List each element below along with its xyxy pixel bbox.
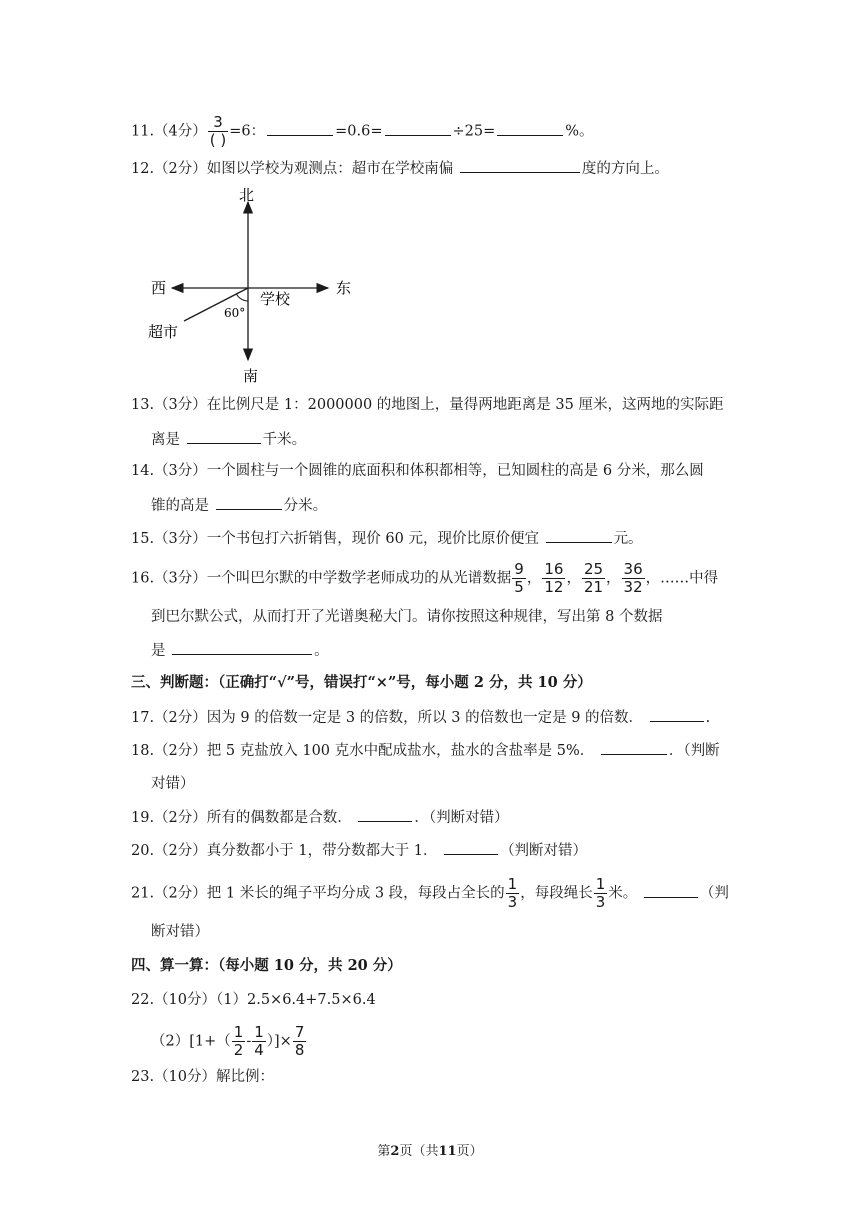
answer-blank[interactable] xyxy=(644,883,698,898)
answer-blank[interactable] xyxy=(358,807,412,822)
west-label: 西 xyxy=(151,279,167,297)
answer-blank[interactable] xyxy=(385,121,451,136)
east-label: 东 xyxy=(336,279,352,297)
answer-blank[interactable] xyxy=(172,640,312,655)
fraction: $\frac{9}{5}$ xyxy=(514,560,524,596)
question-12: 12.（2分）如图以学校为观测点：超市在学校南偏 度的方向上。 xyxy=(131,158,669,179)
answer-blank[interactable] xyxy=(267,121,333,136)
north-label: 北 xyxy=(238,186,254,204)
question-14: 14.（3分）一个圆柱与一个圆锥的底面积和体积都相等，已知圆柱的高是 6 分米，那么圆 xyxy=(131,463,704,479)
answer-blank[interactable] xyxy=(216,495,282,510)
fraction: $\frac{1}{3}$ xyxy=(595,875,606,911)
page-footer: 第2页（共11页） xyxy=(377,1144,483,1159)
fraction: $\frac{1}{2}$ xyxy=(233,1023,244,1059)
fraction: $\frac{25}{21}$ xyxy=(583,560,604,596)
fraction: $\frac{7}{8}$ xyxy=(294,1023,305,1059)
answer-blank[interactable] xyxy=(650,707,704,722)
question-21: 21.（2分）把 1 米长的绳子平均分成 3 段，每段占全长的 $\frac{1}{3}$ ，每段绳长 $\frac{1}{3}$ 米。 （判 xyxy=(131,875,729,911)
question-21-cont: 断对错） xyxy=(151,924,209,940)
question-15: 15.（3分）一个书包打六折销售，现价 60 元，现价比原价便宜 元。 xyxy=(131,528,643,549)
answer-blank[interactable] xyxy=(601,740,667,755)
question-17: 17.（2分）因为 9 的倍数一定是 3 的倍数，所以 3 的倍数也一定是 9 的倍数． . xyxy=(131,707,710,728)
question-11: 11.（4分） $\frac{3}{( )}$ =6： =0.6= ÷25= %。 xyxy=(131,113,594,149)
section-3-heading: 三、判断题：（正确打“√”号，错误打“×”号，每小题 2 分，共 10 分） xyxy=(131,674,592,691)
question-18: 18.（2分）把 5 克盐放入 100 克水中配成盐水，盐水的含盐率是 5%． ．（判断 xyxy=(131,740,720,761)
question-19: 19.（2分）所有的偶数都是合数． ．（判断对错） xyxy=(131,807,509,828)
fraction: $\frac{3}{( )}$ xyxy=(209,113,227,149)
answer-blank[interactable] xyxy=(444,840,498,855)
school-label: 学校 xyxy=(260,290,291,308)
question-13-cont: 离是 千米。 xyxy=(151,429,306,450)
south-label: 南 xyxy=(243,367,259,385)
question-14-cont: 锥的高是 分米。 xyxy=(151,495,327,516)
question-16-cont: 到巴尔默公式，从而打开了光谱奥秘大门。请你按照这种规律，写出第 8 个数据 xyxy=(151,609,663,625)
question-16: 16.（3分）一个叫巴尔默的中学数学老师成功的从光谱数据 $\frac{9}{5}$ ， $\frac{16}{12}$ ， $\frac{25}{21}$ ， $\frac{36}{32}$ ，……中得 xyxy=(131,560,719,596)
fraction: $\frac{16}{12}$ xyxy=(544,560,564,596)
answer-blank[interactable] xyxy=(187,429,261,444)
angle-arc xyxy=(237,294,249,301)
question-20: 20.（2分）真分数都小于 1，带分数都大于 1． （判断对错） xyxy=(131,840,587,861)
section-4-heading: 四、算一算：（每小题 10 分，共 20 分） xyxy=(131,957,402,974)
fraction: $\frac{36}{32}$ xyxy=(623,560,643,596)
question-18-cont: 对错） xyxy=(151,776,195,792)
answer-blank[interactable] xyxy=(546,528,612,543)
market-label: 超市 xyxy=(148,323,179,341)
question-13: 13.（3分）在比例尺是 1：2000000 的地图上，量得两地距离是 35 厘米，这两地的实际距 xyxy=(131,397,724,413)
question-22-part2: （2）[1+（ $\frac{1}{2}$ - $\frac{1}{4}$ ）]× $\frac{7}{8}$ xyxy=(151,1023,305,1059)
answer-blank[interactable] xyxy=(497,121,563,136)
fraction: $\frac{1}{4}$ xyxy=(254,1023,264,1059)
question-16-cont2: 是 。 xyxy=(151,640,329,661)
answer-blank[interactable] xyxy=(460,158,580,173)
angle-label: 60° xyxy=(224,306,246,320)
question-22: 22.（10分）（1）2.5×6.4+7.5×6.4 xyxy=(131,992,376,1008)
question-23: 23.（10分）解比例： xyxy=(131,1069,275,1085)
fraction: $\frac{1}{3}$ xyxy=(507,875,518,911)
compass-diagram xyxy=(140,178,370,388)
